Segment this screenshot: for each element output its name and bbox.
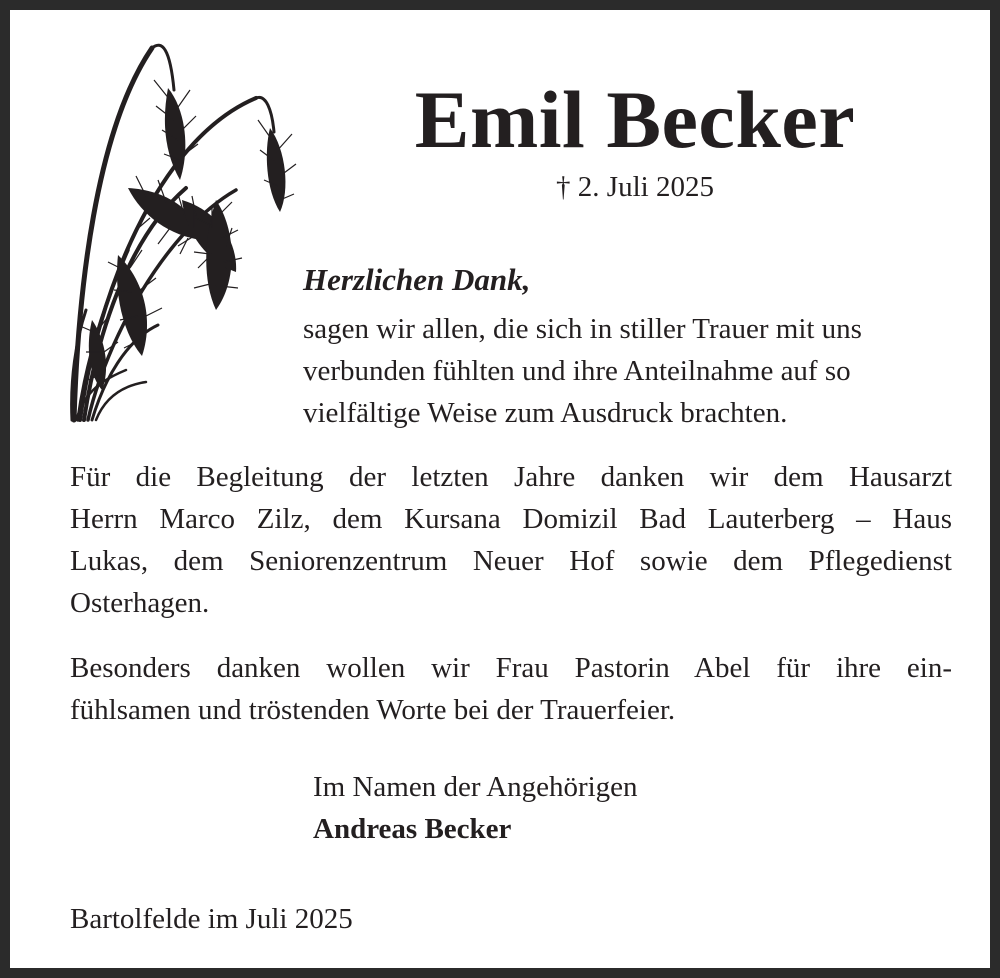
deceased-name: Emil Becker — [414, 74, 856, 165]
thanks-line: sagen wir allen, die sich in stiller Trauer mit uns — [303, 313, 862, 345]
death-date: † 2. Juli 2025 — [556, 171, 714, 203]
care-thanks-paragraph — [70, 456, 952, 624]
paragraph-line: Lukas, dem Seniorenzentrum Neuer Hof sowie dem Pflegedienst — [70, 545, 952, 577]
paragraph-line: Herrn Marco Zilz, dem Kursana Domizil Bad Lauterberg – Haus — [70, 503, 952, 535]
signature-name: Andreas Becker — [313, 813, 512, 845]
thanks-line: verbunden fühlten und ihre Anteilnahme auf so — [303, 355, 851, 387]
paragraph-line: Osterhagen. — [70, 587, 210, 619]
signature-intro: Im Namen der Angehörigen — [313, 771, 638, 803]
paragraph-line: Für die Begleitung der letzten Jahre danken wir dem Hausarzt — [70, 461, 952, 493]
paragraph-line: Besonders danken wollen wir Frau Pastorin Abel für ihre ein- — [70, 652, 952, 684]
thanks-line: vielfältige Weise zum Ausdruck brachten. — [303, 397, 788, 429]
thanks-heading: Herzlichen Dank, — [303, 262, 531, 297]
wheat-icon — [66, 40, 306, 425]
pastor-thanks-paragraph — [70, 647, 952, 731]
place-and-date: Bartolfelde im Juli 2025 — [70, 903, 353, 935]
paragraph-line: fühlsamen und tröstenden Worte bei der Trauerfeier. — [70, 694, 676, 726]
thanks-text — [303, 308, 862, 434]
